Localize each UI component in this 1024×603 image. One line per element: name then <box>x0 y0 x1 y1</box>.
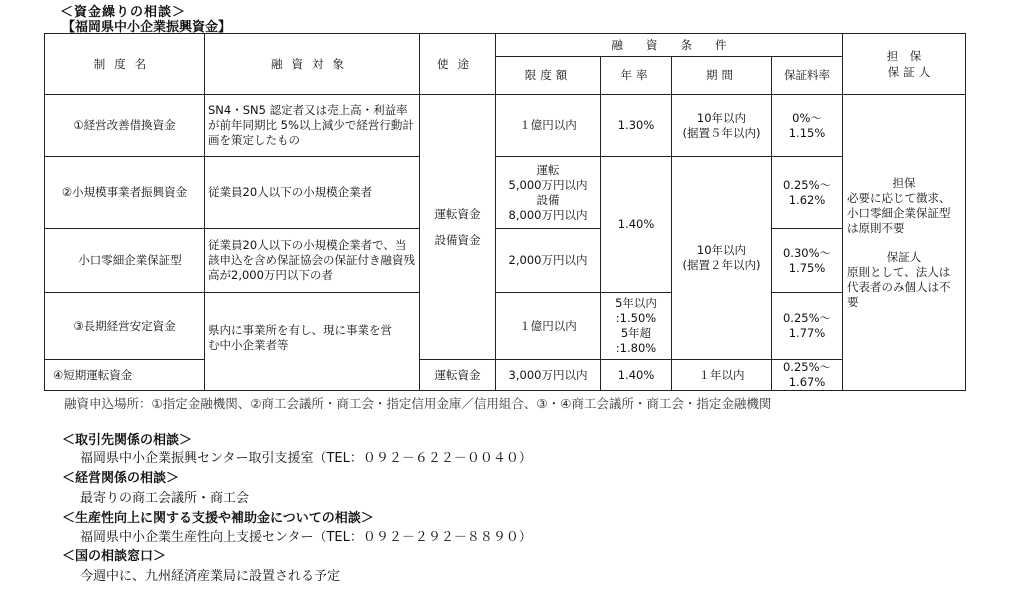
hoshou-l1: 0%～ <box>792 110 822 125</box>
taisho-text: 従業員20人以下の小規模企業者 <box>205 157 420 229</box>
section-body-kuni: 今週中に、九州経済産業局に設置される予定 <box>80 569 341 584</box>
shito-value: 運転資金 <box>420 360 496 391</box>
loan-table <box>44 33 966 391</box>
shito-l1: 運転資金 <box>434 207 481 221</box>
header-nenritsu: 年率 <box>601 57 672 95</box>
taisho-merged-l1: 県内に事業所を有し、現に事業を営 <box>208 323 392 337</box>
taisho-merged-l2: む中小企業者等 <box>208 338 289 352</box>
nenritsu-l4: :1.80% <box>615 341 657 355</box>
hoshou-value <box>772 360 843 391</box>
kikan-merged-l2: (据置２年以内) <box>682 258 761 272</box>
table-row <box>45 293 966 360</box>
kikan-merged-l1: 10年以内 <box>696 243 747 257</box>
kikan-l1: 10年以内 <box>696 110 747 125</box>
gendo-value: 3,000万円以内 <box>496 360 601 391</box>
hoshou-l1: 0.25%～ <box>782 311 832 325</box>
header-gendo: 限度額 <box>496 57 601 95</box>
page-title: ＜資金繰りの相談＞ <box>60 5 187 20</box>
seido-name: 小口零細企業保証型 <box>45 229 205 293</box>
hoshou-l2: 1.15% <box>788 125 826 140</box>
taisho-merged <box>205 293 420 391</box>
section-title-keiei: ＜経営関係の相談＞ <box>62 471 180 486</box>
tanpo-t1: 必要に応じて徴求、小口零細企業保証型は原則不要 <box>847 190 951 235</box>
gendo-l3: 設備 <box>536 192 560 207</box>
hoshou-l1: 0.25%～ <box>782 177 832 192</box>
section-body-torihiki: 福岡県中小企業振興センター取引支援室（TEL：０９２－６２２－００４０） <box>80 451 532 466</box>
seido-name: ①経営改善借換資金 <box>45 95 205 157</box>
header-hoshou: 保証料率 <box>772 57 843 95</box>
hoshou-l2: 1.67% <box>788 375 826 389</box>
header-shito: 使途 <box>420 34 496 95</box>
table-row <box>45 360 966 391</box>
seido-name: ②小規模事業者振興資金 <box>45 157 205 229</box>
hoshou-l2: 1.62% <box>788 192 826 207</box>
nenritsu-value: 1.40% <box>601 360 672 391</box>
shito-merged <box>420 95 496 360</box>
hoshou-l1: 0.30%～ <box>782 245 832 260</box>
table-row <box>45 229 966 293</box>
taisho-text: 従業員20人以下の小規模企業者で、当該申込を含め保証協会の保証付き融資残高が2,000万円以下の者 <box>205 229 420 293</box>
gendo-value: 2,000万円以内 <box>496 229 601 293</box>
gendo-l2: 5,000万円以内 <box>508 177 588 192</box>
tanpo-t2: 原則として、法人は代表者のみ個人は不要 <box>847 264 951 309</box>
gendo-value <box>496 157 601 229</box>
hoshou-value <box>772 229 843 293</box>
hoshou-value <box>772 95 843 157</box>
section-title-seisansei: ＜生産性向上に関する支援や補助金についての相談＞ <box>62 511 374 526</box>
table-caption: 【福岡県中小企業振興資金】 <box>62 20 232 35</box>
tanpo-merged <box>843 95 966 391</box>
seido-name: ③長期経営安定資金 <box>45 293 205 360</box>
hoshou-l2: 1.75% <box>788 260 826 275</box>
gendo-value: １億円以内 <box>496 95 601 157</box>
section-title-torihiki: ＜取引先関係の相談＞ <box>62 433 193 448</box>
kikan-value <box>672 95 772 157</box>
hoshou-l1: 0.25%～ <box>782 360 832 374</box>
gendo-l4: 8,000万円以内 <box>508 207 588 222</box>
nenritsu-l3: 5年超 <box>620 326 652 340</box>
nenritsu-value: 1.30% <box>601 95 672 157</box>
nenritsu-merged: 1.40% <box>601 157 672 293</box>
section-body-keiei: 最寄りの商工会議所・商工会 <box>80 491 250 506</box>
taisho-text: SN4・SN5 認定者又は売上高・利益率が前年同期比 5%以上減少で経営行動計画を策定したもの <box>205 95 420 157</box>
hoshou-value <box>772 293 843 360</box>
nenritsu-l1: 5年以内 <box>615 296 657 310</box>
nenritsu-value <box>601 293 672 360</box>
tanpo-h2: 保証人 <box>886 249 922 264</box>
application-note: 融資申込場所：①指定金融機関、②商工会議所・商工会・指定信用金庫／信用組合、③・④商工会議所・商工会・指定金融機関 <box>64 396 772 411</box>
section-body-seisansei: 福岡県中小企業生産性向上支援センター（TEL：０９２－２９２－８８９０） <box>80 530 532 545</box>
table-row <box>45 157 966 229</box>
header-kikan: 期間 <box>672 57 772 95</box>
seido-name: ④短期運転資金 <box>45 360 205 391</box>
nenritsu-l2: :1.50% <box>615 311 657 325</box>
header-tanpo-l1: 担 保 <box>886 49 922 63</box>
header-joken: 融 資 条 件 <box>496 34 843 57</box>
shito-l2: 設備資金 <box>434 233 481 247</box>
hoshou-l2: 1.77% <box>788 326 826 340</box>
header-seido: 制度名 <box>45 34 205 95</box>
header-taisho: 融資対象 <box>205 34 420 95</box>
kikan-l2: (据置５年以内) <box>682 125 761 140</box>
section-title-kuni: ＜国の相談窓口＞ <box>62 549 167 564</box>
gendo-value: １億円以内 <box>496 293 601 360</box>
kikan-merged <box>672 157 772 360</box>
header-tanpo <box>843 34 966 95</box>
header-tanpo-l2: 保証人 <box>887 65 935 79</box>
hoshou-value <box>772 157 843 229</box>
table-row <box>45 95 966 157</box>
gendo-l1: 運転 <box>536 162 560 177</box>
tanpo-h1: 担保 <box>892 175 916 190</box>
kikan-value: １年以内 <box>672 360 772 391</box>
